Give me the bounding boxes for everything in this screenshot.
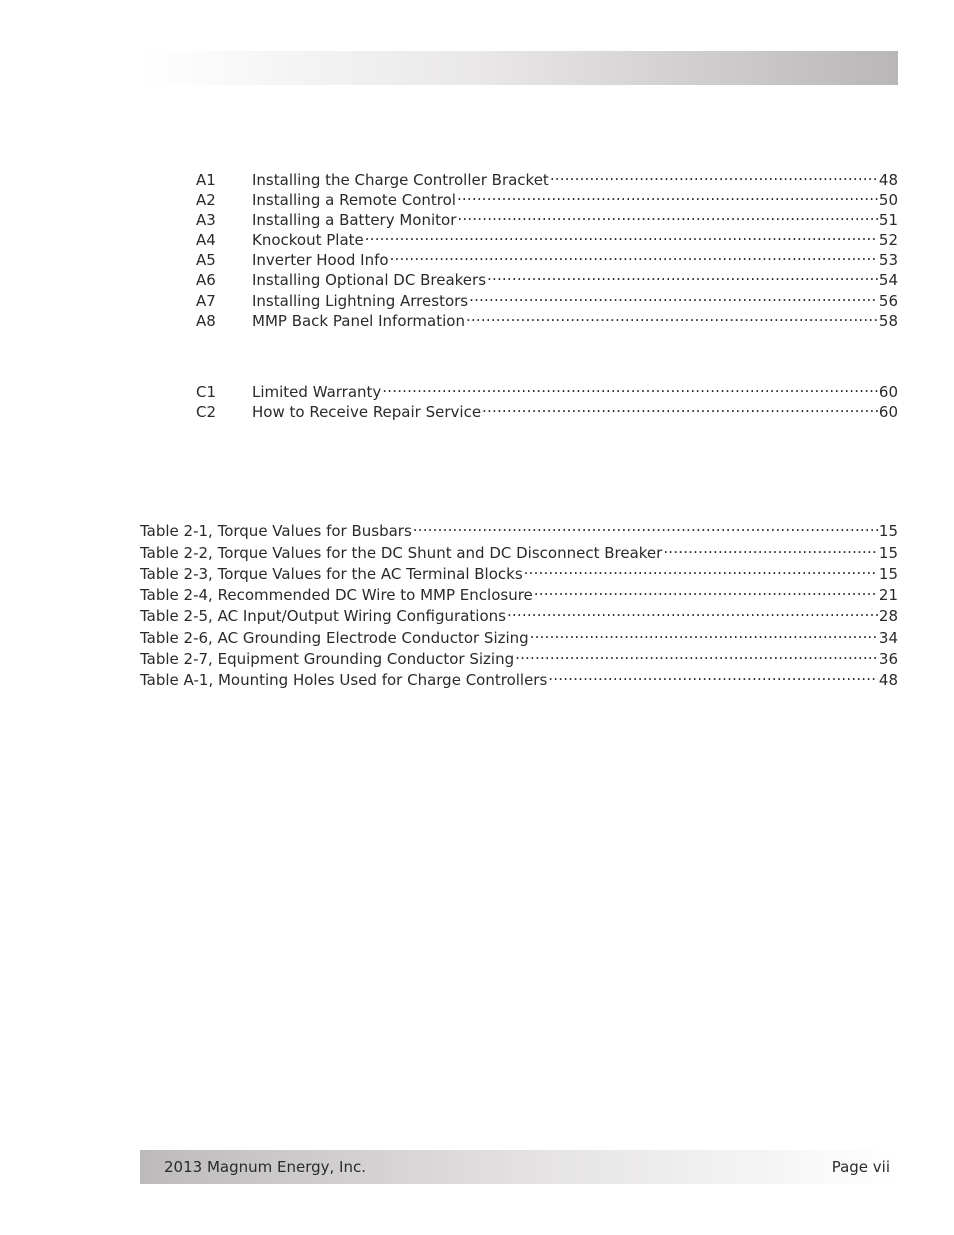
toc-entry[interactable]	[196, 185, 898, 209]
dot-leader	[466, 306, 878, 326]
toc-entry-title: Limited Warranty	[252, 383, 382, 401]
toc-entry-number: A6	[196, 271, 216, 289]
table-entry-page: 15	[878, 565, 898, 583]
dot-leader	[507, 601, 878, 621]
toc-entry[interactable]	[196, 245, 898, 269]
dot-leader	[487, 265, 878, 285]
footer-page-number: Page vii	[831, 1158, 890, 1176]
toc-entry-number: A5	[196, 251, 216, 269]
table-entry-page: 36	[878, 650, 898, 668]
toc-entry-number: A1	[196, 171, 216, 189]
dot-leader	[534, 580, 878, 600]
toc-entry-page: 51	[878, 211, 898, 229]
toc-entry-number: C2	[196, 403, 217, 421]
table-entry-page: 34	[878, 629, 898, 647]
table-entry-page: 21	[878, 586, 898, 604]
table-list-entry[interactable]	[140, 644, 898, 668]
toc-entry[interactable]	[196, 377, 898, 401]
table-entry-title: Table 2-2, Torque Values for the DC Shunt and DC Disconnect Breaker	[140, 544, 663, 562]
toc-entry-title: MMP Back Panel Information	[252, 312, 465, 330]
table-list-entry[interactable]	[140, 559, 898, 583]
dot-leader	[457, 205, 878, 225]
table-entry-title: Table 2-5, AC Input/Output Wiring Configurations	[140, 607, 506, 625]
dot-leader	[365, 225, 878, 245]
toc-entry-page: 60	[878, 383, 898, 401]
toc-entry-page: 60	[878, 403, 898, 421]
toc-entry-title: Installing the Charge Controller Bracket	[252, 171, 549, 189]
footer-bar	[140, 1150, 898, 1184]
toc-entry[interactable]	[196, 205, 898, 229]
table-entry-title: Table 2-3, Torque Values for the AC Terminal Blocks	[140, 565, 523, 583]
toc-entry[interactable]	[196, 165, 898, 189]
table-entry-title: Table 2-7, Equipment Grounding Conductor Sizing	[140, 650, 515, 668]
toc-entry[interactable]	[196, 306, 898, 330]
toc-entry-page: 54	[878, 271, 898, 289]
toc-entry[interactable]	[196, 225, 898, 249]
dot-leader	[413, 516, 878, 536]
table-entry-page: 15	[878, 522, 898, 540]
dot-leader	[548, 665, 878, 685]
dot-leader	[382, 377, 878, 397]
toc-entry-number: A2	[196, 191, 216, 209]
dot-leader	[482, 397, 878, 417]
toc-entry[interactable]	[196, 286, 898, 310]
toc-entry-number: C1	[196, 383, 217, 401]
toc-entry-title: Installing a Battery Monitor	[252, 211, 457, 229]
table-list-entry[interactable]	[140, 516, 898, 540]
toc-entry-page: 56	[878, 292, 898, 310]
table-entry-page: 28	[878, 607, 898, 625]
table-entry-title: Table A-1, Mounting Holes Used for Charge Controllers	[140, 671, 548, 689]
toc-entry-page: 50	[878, 191, 898, 209]
toc-entry-number: A7	[196, 292, 216, 310]
footer-copyright: 2013 Magnum Energy, Inc.	[164, 1158, 366, 1176]
dot-leader	[469, 286, 878, 306]
dot-leader	[524, 559, 878, 579]
table-entry-page: 48	[878, 671, 898, 689]
table-list-entry[interactable]	[140, 580, 898, 604]
table-entry-title: Table 2-1, Torque Values for Busbars	[140, 522, 412, 540]
toc-entry-page: 52	[878, 231, 898, 249]
toc-entry-page: 48	[878, 171, 898, 189]
dot-leader	[663, 538, 878, 558]
toc-entry-page: 58	[878, 312, 898, 330]
toc-entry-title: Installing Lightning Arrestors	[252, 292, 469, 310]
dot-leader	[550, 165, 878, 185]
table-entry-title: Table 2-6, AC Grounding Electrode Conductor Sizing	[140, 629, 529, 647]
toc-entry-number: A3	[196, 211, 216, 229]
table-list-entry[interactable]	[140, 538, 898, 562]
toc-entry-number: A4	[196, 231, 216, 249]
dot-leader	[530, 623, 878, 643]
toc-entry-title: Knockout Plate	[252, 231, 364, 249]
toc-entry-title: How to Receive Repair Service	[252, 403, 482, 421]
toc-entry-title: Installing Optional DC Breakers	[252, 271, 487, 289]
toc-entry[interactable]	[196, 265, 898, 289]
toc-entry-title: Installing a Remote Control	[252, 191, 456, 209]
table-list-entry[interactable]	[140, 623, 898, 647]
dot-leader	[457, 185, 878, 205]
table-list-entry[interactable]	[140, 665, 898, 689]
table-entry-title: Table 2-4, Recommended DC Wire to MMP Enclosure	[140, 586, 533, 604]
dot-leader	[515, 644, 878, 664]
dot-leader	[390, 245, 878, 265]
toc-entry-page: 53	[878, 251, 898, 269]
toc-entry[interactable]	[196, 397, 898, 421]
table-entry-page: 15	[878, 544, 898, 562]
header-bar	[140, 51, 898, 85]
toc-entry-title: Inverter Hood Info	[252, 251, 389, 269]
toc-entry-number: A8	[196, 312, 216, 330]
table-list-entry[interactable]	[140, 601, 898, 625]
